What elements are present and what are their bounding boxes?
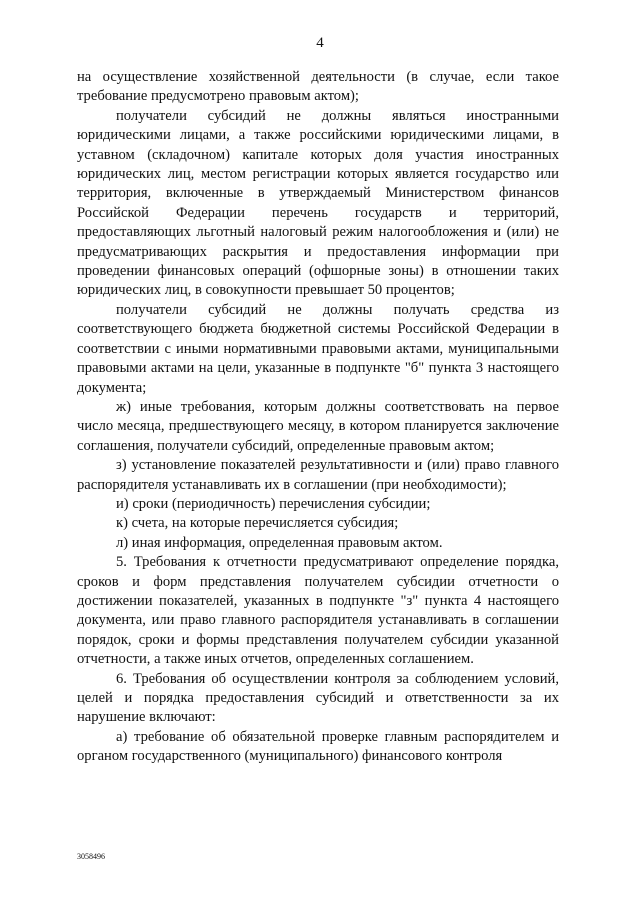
paragraph-item-i: и) сроки (периодичность) перечисления субсидии; [116,495,431,512]
paragraph-section-5: 5. Требования к отчетности предусматривают определение порядка, сроков и форм представления получателем субсидии отчетности о достижении показателей, указанных в подпункте "з" пункта 4 настоящего документа, или право главного распорядителя устанавливать в соглашении порядок, сроки и формы представления получателем субсидии указанной отчетности, а также иных отчетов, определенных соглашением. [77,554,559,668]
page-number: 4 [316,35,324,51]
paragraph-budget-funds: получатели субсидий не должны получать средства из соответствующего бюджета бюджетной системы Российской Федерации в соответствии с иными нормативными правовыми актами, муниципальными правовыми актами на цели, указанные в подпункте "б" пункта 3 настоящего документа; [77,301,559,396]
paragraph-item-a: а) требование об обязательной проверке главным распорядителем и органом государственного (муниципального) финансового контроля [77,728,559,765]
footer-document-code: 3058496 [77,852,105,861]
paragraph-foreign-entities: получатели субсидий не должны являться иностранными юридическими лицами, а также российскими юридическими лицами, в уставном (складочном) капитале которых доля участия иностранных юридических лиц, местом регистрации которых является государство или территория, включенные в утверждаемый Министерством финансов Российской Федерации перечень государств и территорий, предоставляющих льготный налоговый режим налогообложения и (или) не предусматривающих раскрытия и предоставления информации при проведении финансовых операций (офшорные зоны) в отношении таких юридических лиц, в совокупности превышает 50 процентов; [77,107,559,299]
paragraph-section-6: 6. Требования об осуществлении контроля за соблюдением условий, целей и порядка предоставления субсидий и ответственности за их нарушение включают: [77,670,559,726]
paragraph-item-zh: ж) иные требования, которым должны соответствовать на первое число месяца, предшествующего месяцу, в котором планируется заключение соглашения, получатели субсидий, определенные правовым актом; [77,398,559,454]
paragraph-item-z: з) установление показателей результативности и (или) право главного распорядителя устанавливать их в соглашении (при необходимости); [77,457,559,493]
paragraph-item-k: к) счета, на которые перечисляется субсидия; [116,515,399,532]
paragraph-item-l: л) иная информация, определенная правовым актом. [116,534,443,551]
paragraph-continuation: на осуществление хозяйственной деятельности (в случае, если такое требование предусмотрено правовым актом); [77,69,559,105]
document-body [77,68,559,767]
